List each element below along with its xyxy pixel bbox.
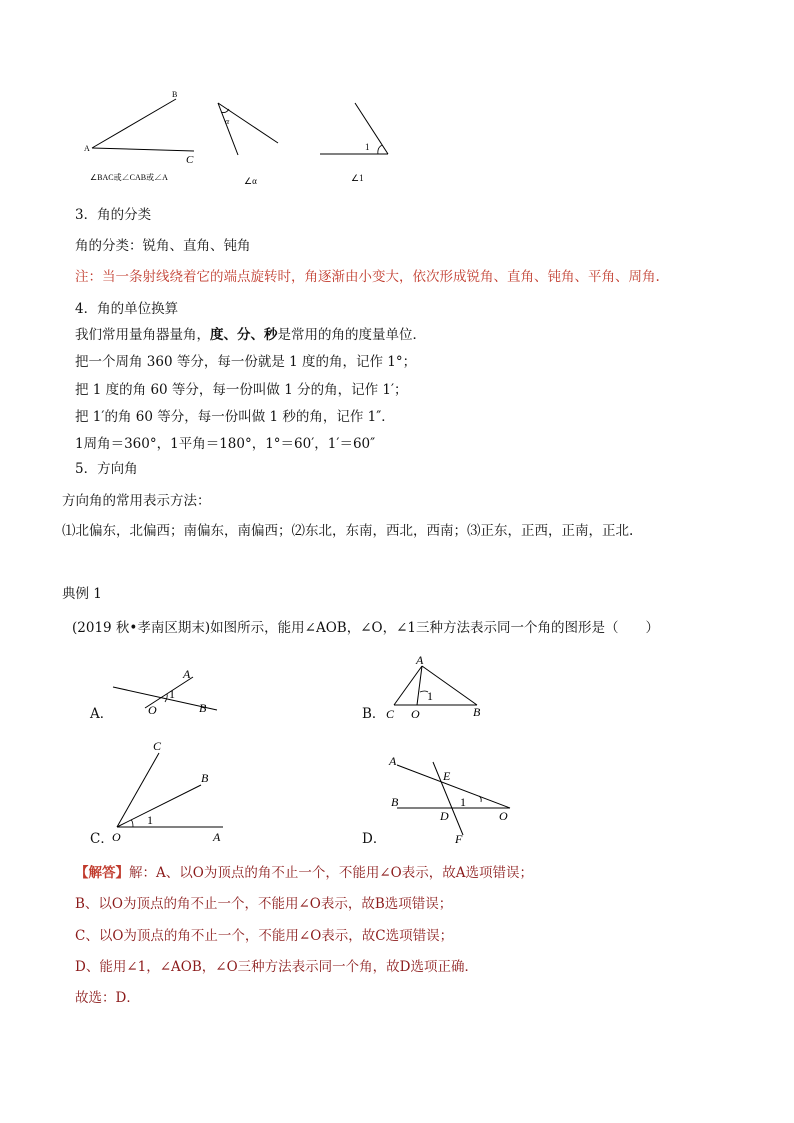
point-label-a: A	[183, 667, 191, 681]
angle-label-1: 1	[460, 795, 466, 809]
figure-caption: ∠BAC或∠CAB或∠A	[90, 173, 168, 182]
text-line	[75, 326, 426, 344]
point-label-o: O	[112, 830, 121, 844]
figure-caption: ∠α	[244, 176, 257, 186]
point-label-a: A	[213, 830, 221, 844]
figure-angle-1	[315, 95, 405, 190]
solution-line: C、以O为顶点的角不止一个，不能用∠O表示，故C选项错误；	[75, 928, 454, 944]
point-label-f: F	[455, 832, 463, 846]
option-b-figure	[380, 652, 490, 722]
text-line: 1周角＝360°，1平角＝180°，1°＝60′，1′＝60″	[75, 436, 376, 452]
section-heading: 4．角的单位换算	[75, 301, 179, 317]
option-d-label: D．	[362, 831, 387, 847]
solution-line: 故选：D．	[75, 990, 140, 1006]
option-c-figure	[105, 735, 235, 845]
point-label-c: C	[153, 739, 162, 753]
text-span: 我们常用量角器量角，	[75, 327, 210, 343]
option-a-label: A．	[90, 706, 114, 722]
text-line: ⑴北偏东，北偏西；南偏东，南偏西；⑵东北，东南，西北，西南；⑶正东，正西，正南，正北.	[62, 523, 634, 539]
point-label-a: A	[389, 754, 397, 768]
solution-tag: 【解答】	[75, 865, 129, 881]
angle-label-alpha: α	[225, 117, 230, 126]
point-label-o: O	[148, 703, 157, 717]
point-label-b: B	[172, 90, 178, 99]
option-a-figure	[105, 660, 220, 720]
figure-angle-bac	[80, 85, 210, 185]
angle-label-1: 1	[147, 813, 153, 827]
point-label-e: E	[443, 769, 451, 783]
solution-line: D、能用∠1，∠AOB，∠O三种方法表示同一个角，故D选项正确．	[75, 959, 478, 975]
text-line: 方向角的常用表示方法：	[62, 493, 211, 509]
point-label-o: O	[499, 809, 508, 823]
question-text: (2019 秋•孝南区期末)如图所示，能用∠AOB，∠O，∠1三种方法表示同一个角的图形是（ ）	[72, 620, 659, 636]
bold-text: 度、分、秒	[210, 327, 278, 343]
text-line: 角的分类：锐角、直角、钝角	[75, 238, 251, 254]
point-label-o: O	[411, 707, 420, 721]
solution-line: B、以O为顶点的角不止一个，不能用∠O表示，故B选项错误；	[75, 896, 453, 912]
point-label-b: B	[199, 701, 207, 715]
section-heading: 3．角的分类	[75, 207, 152, 223]
solution-line	[75, 864, 533, 882]
point-label-a: A	[84, 144, 90, 153]
example-title: 典例 1	[62, 586, 102, 602]
point-label-b: B	[473, 705, 481, 719]
point-label-c: C	[386, 707, 395, 721]
section-heading: 5．方向角	[75, 461, 138, 477]
text-span: 是常用的角的度量单位．	[277, 327, 426, 343]
figure-caption: ∠1	[351, 173, 364, 183]
point-label-b: B	[391, 795, 399, 809]
text-span: 解：A、以O为顶点的角不止一个，不能用∠O表示，故A选项错误；	[129, 865, 533, 881]
text-line: 把 1′的角 60 等分，每一份叫做 1 秒的角，记作 1″．	[75, 409, 395, 425]
point-label-c: C	[186, 154, 194, 166]
figure-angle-alpha	[210, 95, 290, 190]
text-line: 把一个周角 360 等分，每一份就是 1 度的角，记作 1°；	[75, 354, 417, 370]
option-b-label: B．	[362, 706, 386, 722]
option-d-figure	[385, 750, 525, 850]
angle-label-1: 1	[169, 687, 175, 701]
text-line: 把 1 度的角 60 等分，每一份叫做 1 分的角，记作 1′；	[75, 382, 408, 398]
option-c-label: C．	[90, 831, 114, 847]
note-text: 注：当一条射线绕着它的端点旋转时，角逐渐由小变大，依次形成锐角、直角、钝角、平角、周角.	[75, 269, 660, 285]
point-label-d: D	[440, 809, 449, 823]
angle-label-1: 1	[427, 689, 433, 703]
angle-label-1: 1	[365, 142, 370, 152]
point-label-b: B	[201, 771, 209, 785]
point-label-a: A	[416, 653, 424, 667]
